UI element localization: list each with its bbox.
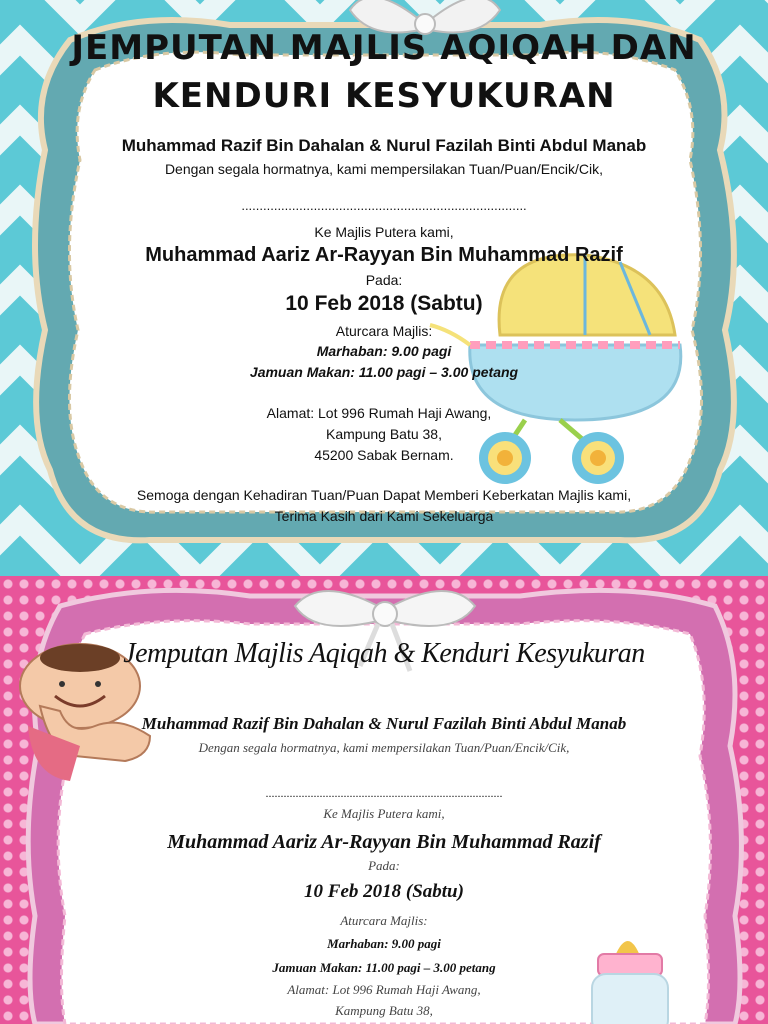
- top-address-line3: 45200 Sabak Bernam.: [314, 447, 454, 463]
- top-closing-line1: Semoga dengan Kehadiran Tuan/Puan Dapat Memberi Keberkatan Majlis kami,: [136, 487, 632, 503]
- bottom-program-label: Aturcara Majlis:: [340, 913, 428, 928]
- top-program-label: Aturcara Majlis:: [335, 323, 433, 339]
- top-address-line1: Alamat: Lot 996 Rumah Haji Awang,: [266, 405, 492, 421]
- top-parents-names: Muhammad Razif Bin Dahalan & Nurul Fazilah Binti Abdul Manab: [121, 136, 647, 155]
- top-program-item-1: Marhaban: 9.00 pagi: [316, 343, 452, 359]
- top-to-event: Ke Majlis Putera kami,: [314, 224, 454, 240]
- bottom-on-label: Pada:: [368, 858, 400, 873]
- top-date: 10 Feb 2018 (Sabtu): [285, 292, 483, 315]
- top-closing-line2: Terima Kasih dari Kami Sekeluarga: [274, 508, 494, 524]
- top-guest-name-dots: ...............................................................................: [241, 198, 527, 213]
- bottom-date: 10 Feb 2018 (Sabtu): [304, 881, 464, 902]
- bottom-address-line2: Kampung Batu 38,: [335, 1003, 433, 1018]
- top-title-line1: JEMPUTAN MAJLIS AQIQAH DAN: [71, 28, 697, 68]
- top-address-line2: Kampung Batu 38,: [326, 426, 442, 442]
- top-greeting: Dengan segala hormatnya, kami mempersilakan Tuan/Puan/Encik/Cik,: [164, 161, 604, 177]
- bottom-program-item-2: Jamuan Makan: 11.00 pagi – 3.00 petang: [272, 960, 496, 975]
- bottom-invitation-card: [0, 576, 768, 1024]
- bottom-greeting: Dengan segala hormatnya, kami mempersilakan Tuan/Puan/Encik/Cik,: [198, 740, 570, 755]
- top-program-item-2: Jamuan Makan: 11.00 pagi – 3.00 petang: [249, 364, 519, 380]
- top-child-name: Muhammad Aariz Ar-Rayyan Bin Muhammad Razif: [145, 244, 623, 266]
- bottom-guest-name-dots: ...............................................................................: [265, 786, 503, 800]
- bottom-to-event: Ke Majlis Putera kami,: [323, 806, 445, 821]
- bottom-program-item-1: Marhaban: 9.00 pagi: [327, 936, 441, 951]
- top-on-label: Pada:: [365, 272, 403, 288]
- top-title-line2: KENDURI KESYUKURAN: [152, 76, 616, 116]
- bottom-child-name: Muhammad Aariz Ar-Rayyan Bin Muhammad Razif: [167, 831, 601, 853]
- bottom-title: Jemputan Majlis Aqiqah & Kenduri Kesyukuran: [123, 638, 645, 669]
- bottom-address-line1: Alamat: Lot 996 Rumah Haji Awang,: [287, 982, 481, 997]
- bottom-parents-names: Muhammad Razif Bin Dahalan & Nurul Fazilah Binti Abdul Manab: [141, 714, 627, 733]
